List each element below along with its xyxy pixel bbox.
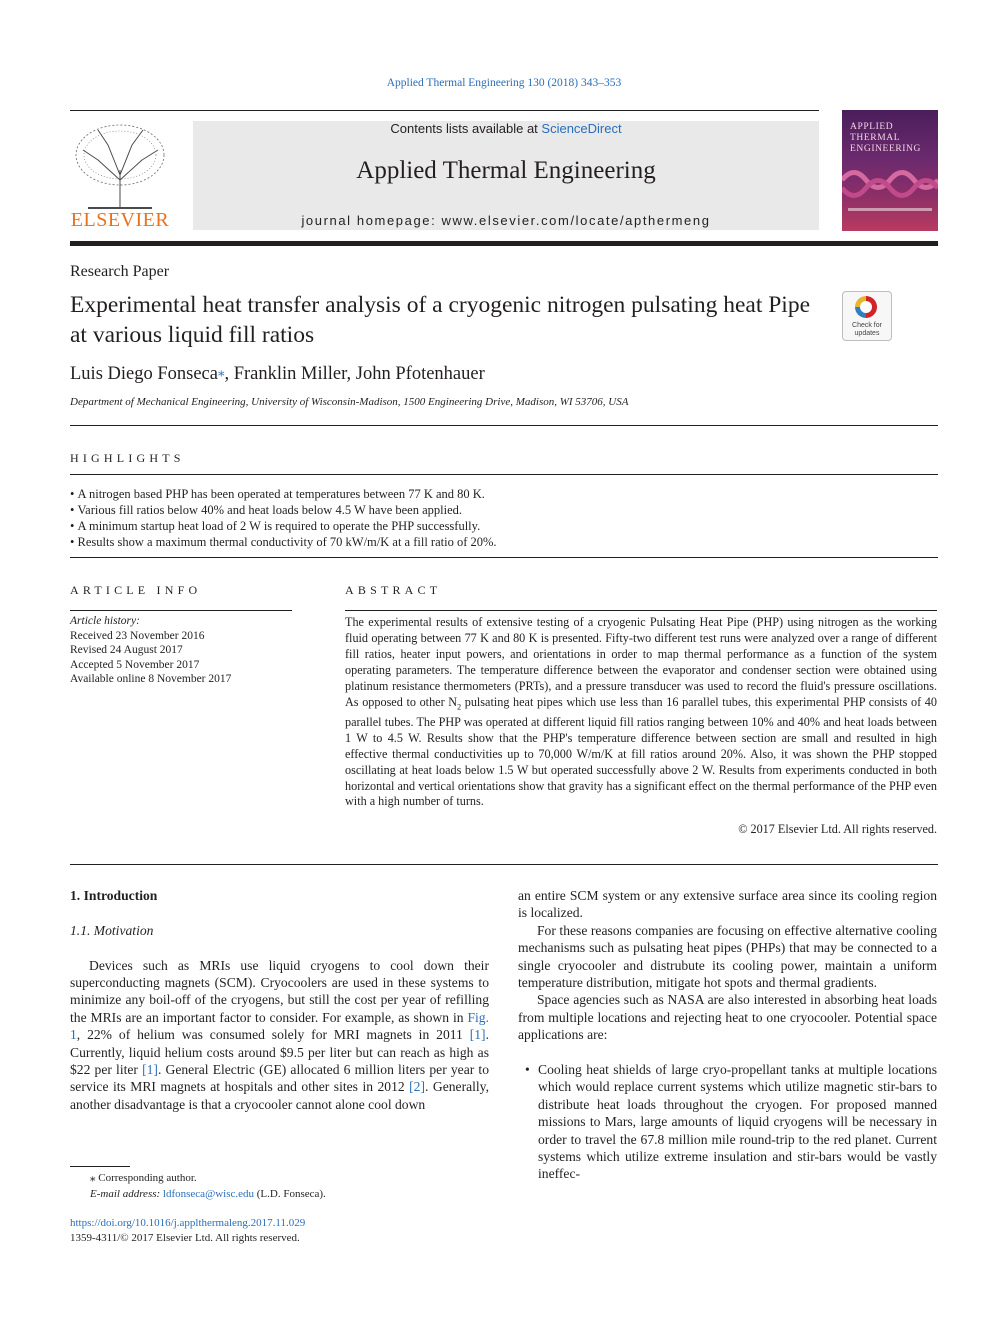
cover-title-line: ENGINEERING [850, 144, 921, 154]
article-type: Research Paper [70, 263, 170, 280]
highlights-list [70, 486, 497, 550]
paragraph: an entire SCM system or any extensive surface area since its cooling region is localized. [518, 888, 937, 921]
highlights-heading: HIGHLIGHTS [70, 451, 185, 465]
body-column-right [518, 887, 937, 1183]
article-history [70, 614, 231, 687]
check-for-updates-button[interactable] [842, 291, 892, 341]
list-item: • Cooling heat shields of large cryo-propellant tanks at multiple locations which would replace current systems which utilize magnetic stir-bars to distribute heat loads throughout the cryogen. For proposed manned missions to Mars, large amounts of liquid cryogens will be necessary in order to travel the 67.8 million mile round-trip to the red planet. Current systems which utilize extreme insulation and stir-bars would be vastly ineffec- [538, 1061, 937, 1183]
accepted-date: Accepted 5 November 2017 [70, 658, 200, 671]
footnote-star: ⁎ [90, 1172, 96, 1184]
text: . Currently, liquid helium costs around $9.5 per liter but can reach as high as $22 per liter [70, 1027, 489, 1078]
cover-title-line: THERMAL [850, 133, 901, 143]
contents-prefix: Contents lists available at [390, 121, 542, 136]
highlight-item: • Results show a maximum thermal conductivity of 70 kW/m/K at a fill ratio of 20%. [70, 534, 497, 550]
publisher-name: ELSEVIER [70, 209, 170, 231]
divider [70, 610, 292, 611]
citation-link[interactable]: [1] [142, 1062, 158, 1078]
figure-reference-link[interactable]: Fig. 1 [70, 1009, 489, 1043]
crossmark-icon [855, 296, 877, 318]
coauthor-names: , Franklin Miller, John Pfotenhauer [224, 364, 485, 384]
header-rule [70, 110, 819, 111]
highlight-item: • A minimum startup heat load of 2 W is required to operate the PHP successfully. [70, 518, 497, 534]
journal-cover-image [842, 110, 938, 231]
tree-icon [68, 120, 172, 210]
divider [70, 425, 938, 426]
highlight-item: • Various fill ratios below 40% and heat loads below 4.5 W have been applied. [70, 502, 497, 518]
email-suffix: (L.D. Fonseca). [254, 1188, 326, 1200]
author-list [70, 364, 485, 385]
divider [70, 864, 938, 865]
paragraph: Space agencies such as NASA are also interested in absorbing heat loads from multiple locations and rejecting heat to one cryocooler. Potential space applications are: [518, 992, 937, 1043]
header-thick-rule [70, 241, 938, 246]
section-heading: 1. Introduction [70, 888, 158, 903]
email-link[interactable]: ldfonseca@wisc.edu [162, 1188, 254, 1200]
divider [345, 610, 937, 611]
corresponding-note [70, 1170, 326, 1186]
abstract-heading: ABSTRACT [345, 583, 442, 597]
divider [70, 474, 938, 475]
journal-title: Applied Thermal Engineering [356, 157, 656, 184]
crossmark-label: Check for updates [852, 322, 882, 337]
abstract-text [345, 615, 937, 810]
email-label: E-mail address: [90, 1188, 163, 1200]
subscript: 2 [457, 701, 462, 711]
text: Devices such as MRIs use liquid cryogens to cool down their superconducting magnets (SCM). Cryocoolers are used in these systems to minimize any boil-off of the cryogens, but still the cost per year of refilling the MRIs are an important factor to consider. For example, as shown in [70, 957, 489, 1025]
abstract-part: The experimental results of extensive testing of a cryogenic Pulsating Heat Pipe (PHP) using nitrogen as the working fluid operating between 77 K and 80 K is presented. Fifty-two different test runs were analyzed over a range of different fill ratios, heater input powers, and orientations in order to map thermal performance as a function of the system operating parameters. The temperature difference between the evaporator and condenser section were obtained using platinum resistance thermometers (PRTs), and a pressure transducer was used to record the fluid's pressure oscillations. As opposed to other N [345, 615, 937, 709]
journal-homepage[interactable]: journal homepage: www.elsevier.com/locate/apthermeng [301, 213, 711, 228]
doi-link[interactable]: https://doi.org/10.1016/j.applthermaleng.2017.11.029 [70, 1217, 306, 1229]
cover-subtitle-bar [848, 208, 932, 211]
author-name[interactable]: Luis Diego Fonseca [70, 364, 218, 384]
abstract-part: pulsating heat pipes which use less than 16 parallel tubes, this experimental PHP consists of 40 parallel tubes. The PHP was operated at different liquid fill ratios ranging between 10% and 40% and heat loads between 1 W to 4.5 W. Results show that the PHP's temperature difference between section are small and resulted in high effective thermal conductivities up to 70,000 W/m/K at fill ratios around 20%. Also, it was shown the PHP stopped oscillating at heat loads below 1.5 W but operated successfully above 2 W. Results from experiments conducted in both horizontal and vertical orientations show that gravity has a significant effect on the thermal performance of the PHP even with a high number of turns. [345, 694, 937, 809]
elsevier-logo [68, 120, 172, 232]
corresponding-author-star[interactable]: ⁎ [217, 364, 225, 379]
text: . General Electric (GE) allocated 6 million liters per year to service its MRI magnets at hospitals and other sites in 2012 [70, 1062, 489, 1095]
email-line [70, 1186, 326, 1202]
contents-line [193, 121, 819, 136]
abstract-copyright: © 2017 Elsevier Ltd. All rights reserved. [738, 822, 937, 836]
journal-citation[interactable]: Applied Thermal Engineering 130 (2018) 343–353 [386, 77, 622, 89]
body-column-left [70, 887, 489, 1113]
divider [70, 557, 938, 558]
highlight-item: • A nitrogen based PHP has been operated at temperatures between 77 K and 80 K. [70, 486, 497, 502]
subsection-heading: 1.1. Motivation [70, 922, 154, 938]
article-info-heading: ARTICLE INFO [70, 583, 202, 597]
corresponding-label: Corresponding author. [98, 1172, 197, 1184]
paragraph [70, 957, 489, 1114]
revised-date: Revised 24 August 2017 [70, 644, 183, 656]
text: , 22% of helium was consumed solely for MRI magnets in 2011 [76, 1027, 470, 1043]
author-affiliation: Department of Mechanical Engineering, University of Wisconsin-Madison, 1500 Engineering Drive, Madison, WI 53706, USA [70, 396, 629, 408]
cover-pattern-icon [842, 110, 938, 231]
cover-title-line: APPLIED [850, 122, 894, 132]
paragraph: For these reasons companies are focusing on effective alternative cooling mechanisms such as pulsating heat pipes (PHPs) that may be connected to a single cryocooler and distrubute its cooling power, maintain a uniform temperature distribution, mitigate hot spots and thermal gradients. [518, 922, 937, 991]
sciencedirect-link[interactable]: ScienceDirect [541, 121, 622, 136]
article-title: Experimental heat transfer analysis of a cryogenic nitrogen pulsating heat Pipe at various liquid fill ratios [70, 292, 810, 348]
text: . Generally, another disadvantage is that a cryocooler cannot alone cool down [70, 1079, 489, 1112]
footnote-rule [70, 1166, 130, 1167]
received-date: Received 23 November 2016 [70, 629, 205, 642]
citation-link[interactable]: [2] [409, 1079, 426, 1095]
online-date: Available online 8 November 2017 [70, 673, 232, 685]
footnote [70, 1170, 326, 1202]
doi-block [70, 1216, 305, 1246]
application-list [518, 1061, 937, 1183]
history-label: Article history: [70, 615, 140, 627]
citation-link[interactable]: [1] [469, 1027, 486, 1043]
issn-line: 1359-4311/© 2017 Elsevier Ltd. All rights reserved. [70, 1232, 300, 1244]
